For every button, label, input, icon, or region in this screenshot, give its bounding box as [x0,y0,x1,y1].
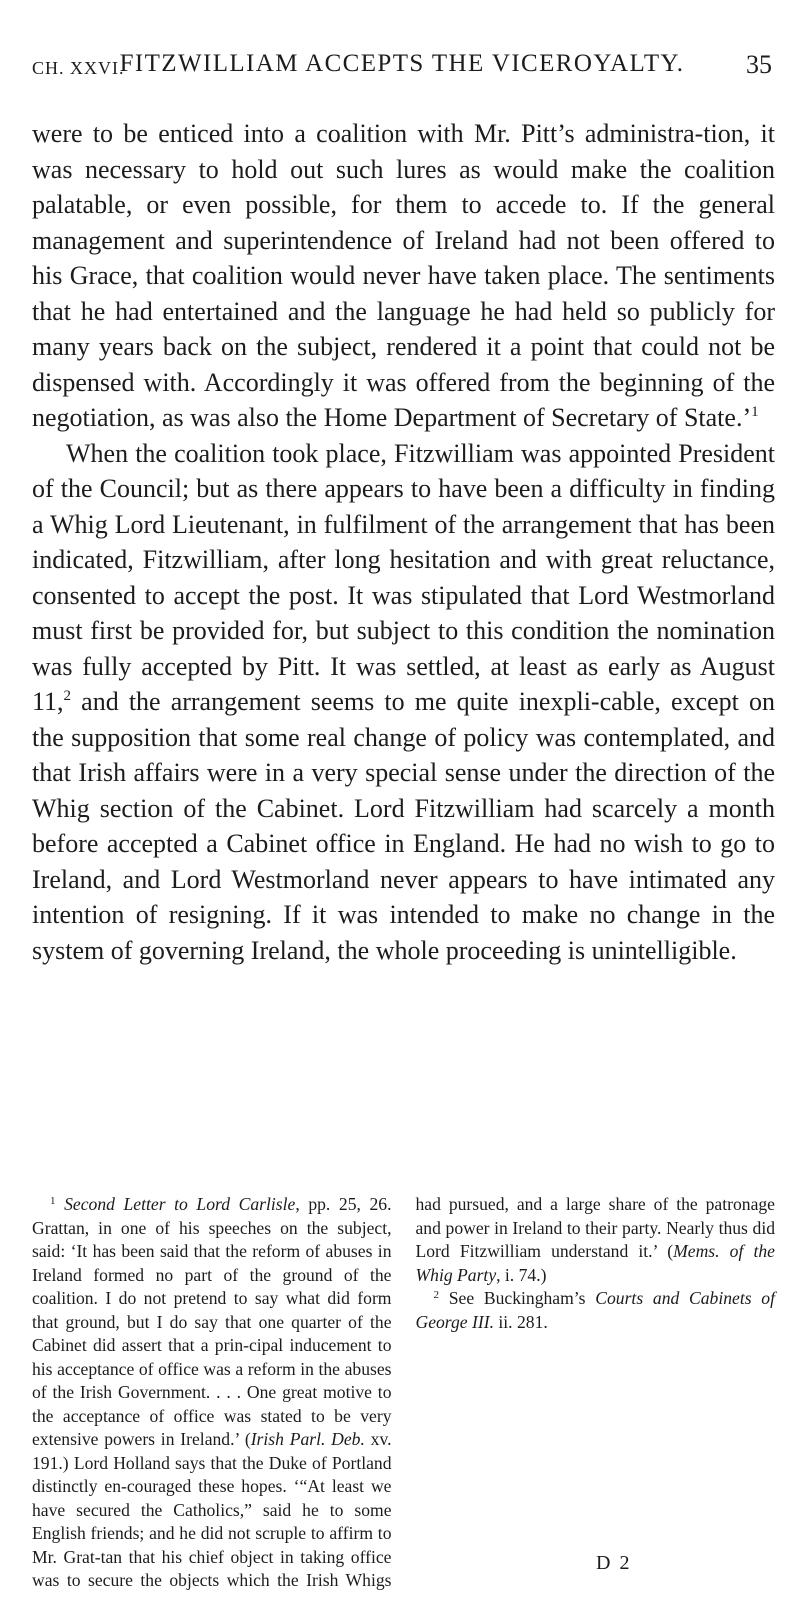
paragraph-2 [32,436,775,969]
footnote-1-title: Second Letter to Lord Carlisle [64,1194,296,1214]
footnote-1-citation-2: Mems. of the Whig Party [415,1241,775,1285]
footnotes [32,1193,775,1601]
footnote-1 [32,1193,775,1601]
footnote-2-text-a: See Buckingham’s [439,1288,596,1308]
chapter-label: CH. XXVI. [32,58,125,78]
footnote-1-text-a: , pp. 25, 26. Grattan, in one of his speeches on the subject, said: ‘It has been said that the reform of abuses in Ireland formed no part of the ground of the coalition. I do not pretend to say what did form that ground, but I do say that one quarter of the Cabinet did assert that a prin-cipal inducement to his acceptance of office was a reform in the abuses of the Irish Government. . . . One great motive to the acceptance of office was stated to be very extensive powers in Ireland.’ ( [32,1194,392,1449]
paragraph-1 [32,116,775,436]
signature-mark: D 2 [596,1552,632,1574]
main-text [32,116,775,968]
footnote-2-mark: 2 [433,1289,439,1301]
running-title: FITZWILLIAM ACCEPTS THE VICEROYALTY. [119,50,685,77]
footnote-2-citation: Courts and Cabinets of George III. [415,1288,775,1332]
footnote-1-citation-1: Irish Parl. Deb. [250,1429,365,1449]
footnote-1-text-b: xv. 191.) Lord Holland says that the Duke of Portland distinctly en-couraged these hopes. ‘“At least we have secured the Catholics,” said he to some English friends; and he did not scruple to affirm to Mr. Grat-tan that his chief object in taking office was to secure the objects which the Irish Whigs had pursued, and a large share of the patronage and power in Ireland to their party. Nearly thus did Lord Fitzwilliam understand it.’ ( [32,1194,775,1590]
paragraph-2-text-b: and the arrangement seems to me quite inexpli-cable, except on the supposition that some real change of policy was contemplated, and that Irish affairs were in a very special sense under the direction of the Whig section of the Cabinet. Lord Fitzwilliam had scarcely a month before accepted a Cabinet office in England. He had no wish to go to Ireland, and Lord Westmorland never appears to have intimated any intention of resigning. If it was intended to make no change in the system of governing Ireland, the whole proceeding is unintelligible. [32,687,775,965]
page-number: 35 [746,50,772,79]
footnote-2 [416,1287,776,1334]
paragraph-2-text-a: When the coalition took place, Fitzwilliam was appointed President of the Council; but as there appears to have been a difficulty in finding a Whig Lord Lieutenant, in fulfilment of the arrangement that has been indicated, Fitzwilliam, after long hesitation and with great reluctance, consented to accept the post. It was stipulated that Lord Westmorland must first be provided for, but subject to this condition the nomination was fully accepted by Pitt. It was settled, at least as early as August 11, [32,438,775,716]
footnote-ref-2: 2 [63,688,72,704]
footnote-1-text-c: , i. 74.) [496,1264,547,1285]
footnote-ref-1: 1 [751,404,759,420]
paragraph-1-text: were to be enticed into a coalition with Mr. Pitt’s administra-tion, it was necessary to hold out such lures as would make the coalition palatable, or even possible, for them to accede to. If the general management and superintendence of Ireland had not been offered to his Grace, that coalition would never have taken place. The sentiments that he had entertained and the language he had held so publicly for many years back on the subject, rendered it a point that could not be dispensed with. Accordingly it was offered from the beginning of the negotiation, as was also the Home Department of Secretary of State.’ [32,119,775,432]
footnote-1-mark: 1 [50,1195,56,1207]
running-head [32,50,772,90]
footnote-2-text-b: ii. 281. [494,1311,548,1332]
